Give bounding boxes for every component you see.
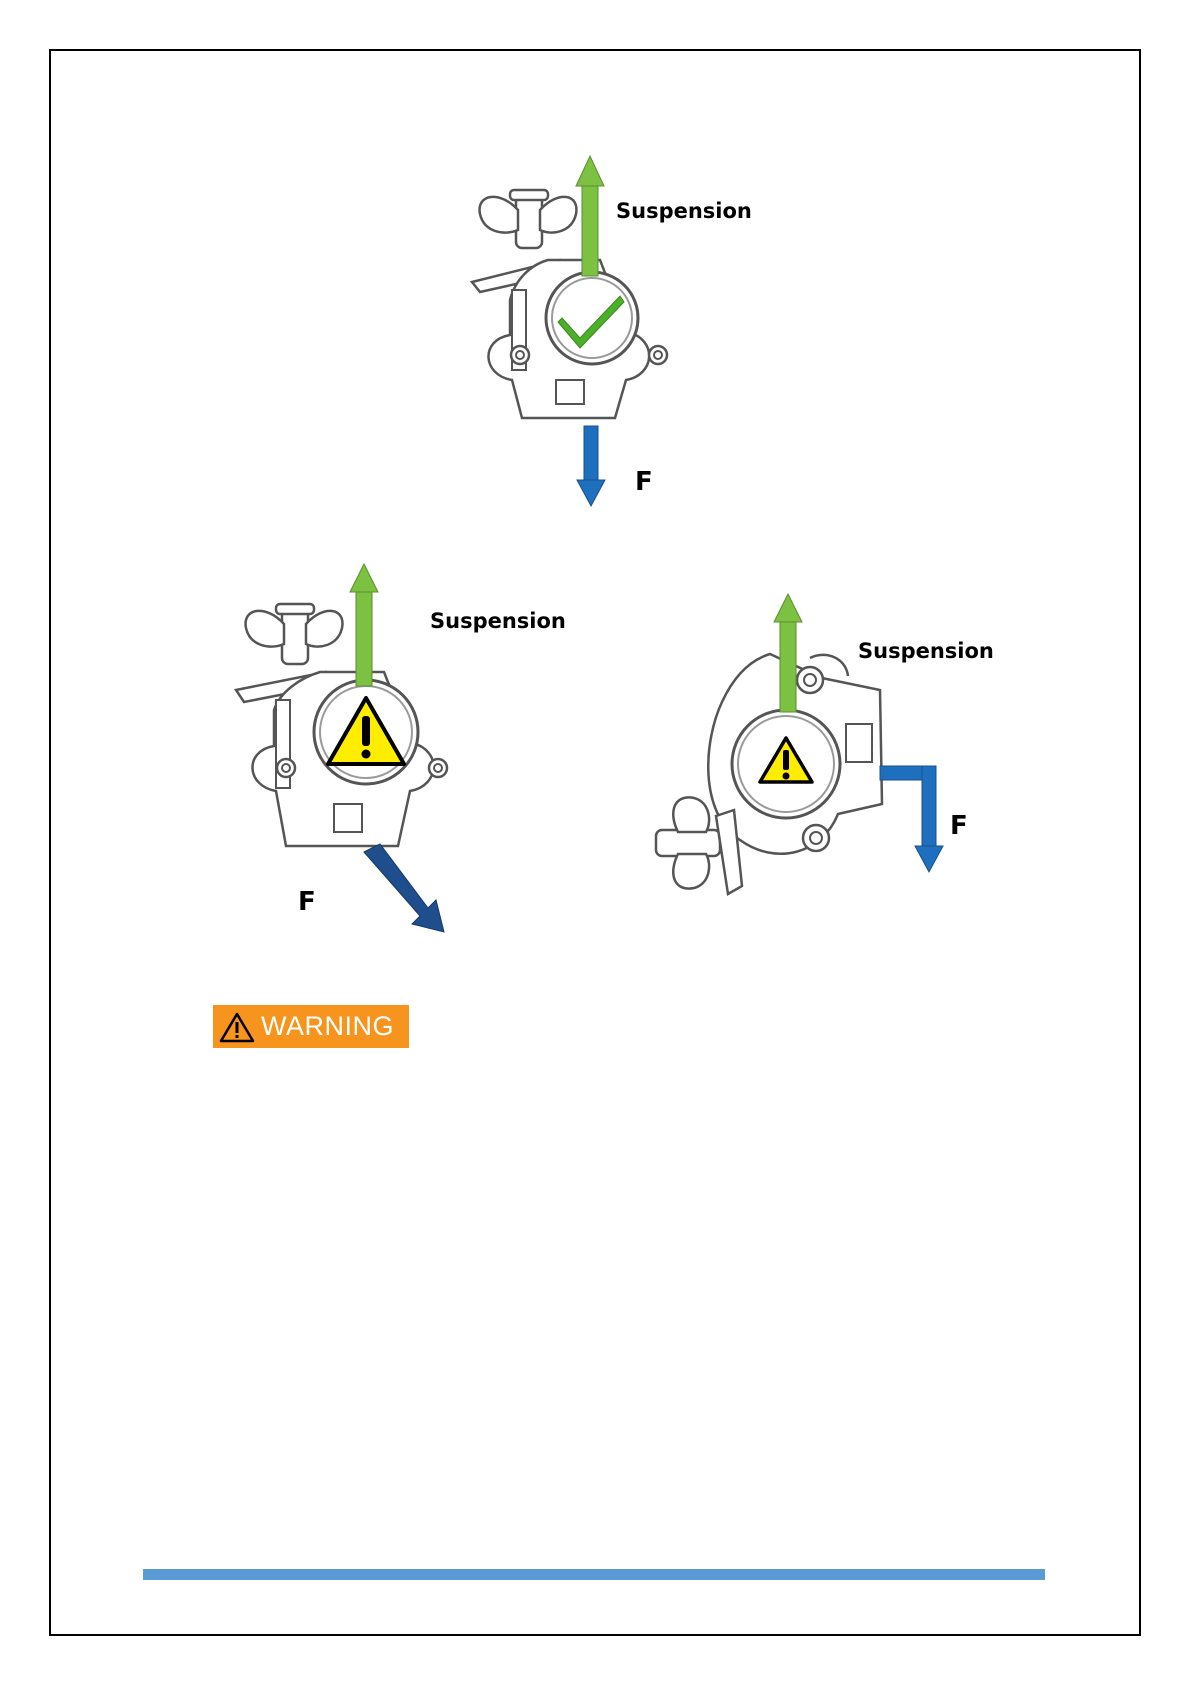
suspension-arrow-icon — [350, 564, 378, 686]
figure-angled-load-warning — [220, 560, 580, 940]
force-label: F — [635, 467, 653, 497]
warning-label: WARNING — [261, 1011, 394, 1041]
footer-bar — [143, 1569, 1045, 1580]
suspension-label: Suspension — [616, 199, 752, 223]
wing-nut-icon — [246, 604, 343, 664]
suspension-label: Suspension — [858, 639, 994, 663]
force-arrow-icon — [364, 844, 444, 932]
force-label: F — [950, 811, 968, 841]
figure-offset-load-warning — [650, 590, 1010, 910]
wing-nut-icon — [480, 190, 577, 248]
force-label: F — [298, 887, 316, 917]
suspension-arrow-icon — [576, 156, 604, 276]
wing-nut-icon — [656, 797, 742, 894]
force-arrow-icon — [880, 766, 943, 872]
suspension-label: Suspension — [430, 609, 566, 633]
warning-triangle-icon — [219, 1011, 255, 1043]
warning-badge — [213, 1005, 409, 1048]
figure-correct-loading — [440, 150, 780, 520]
force-arrow-icon — [577, 426, 605, 506]
